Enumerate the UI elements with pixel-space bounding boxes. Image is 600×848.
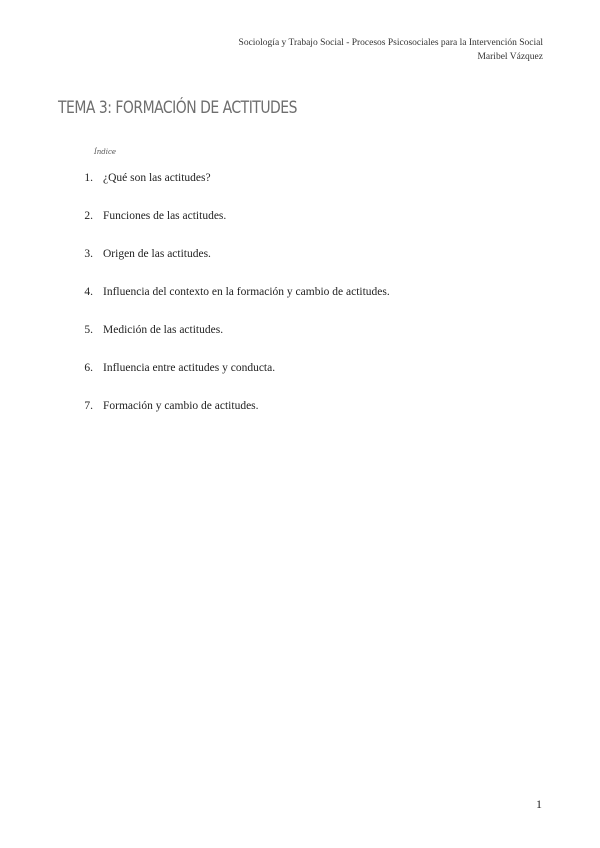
page-header: [239, 36, 543, 64]
toc-item-number: 7.: [84, 400, 93, 412]
toc-item: [72, 248, 390, 286]
toc-item-number: 6.: [84, 362, 93, 374]
table-of-contents: [72, 172, 390, 438]
toc-item-number: 2.: [84, 210, 93, 222]
toc-item: [72, 172, 390, 210]
toc-item-number: 3.: [84, 248, 93, 260]
document-title: TEMA 3: FORMACIÓN DE ACTITUDES: [58, 98, 297, 118]
toc-item-number: 1.: [84, 172, 93, 184]
toc-item: [72, 362, 390, 400]
toc-item-text: Funciones de las actitudes.: [103, 210, 227, 222]
toc-item-number: 4.: [84, 286, 93, 298]
toc-item-text: Influencia entre actitudes y conducta.: [103, 362, 276, 374]
header-author-line: Maribel Vázquez: [477, 52, 543, 62]
toc-item-text: ¿Qué son las actitudes?: [103, 172, 211, 184]
toc-item-text: Formación y cambio de actitudes.: [103, 400, 259, 412]
toc-item-text: Medición de las actitudes.: [103, 324, 224, 336]
toc-item: [72, 286, 390, 324]
toc-heading: Índice: [94, 148, 117, 156]
toc-item: [72, 324, 390, 362]
toc-item-number: 5.: [84, 324, 93, 336]
toc-item-text: Influencia del contexto en la formación y cambio de actitudes.: [103, 286, 390, 298]
toc-item: [72, 210, 390, 248]
toc-item-text: Origen de las actitudes.: [103, 248, 211, 260]
header-course-line: Sociología y Trabajo Social - Procesos Psicosociales para la Intervención Social: [238, 38, 543, 48]
toc-item: [72, 400, 390, 438]
page-number: 1: [536, 797, 542, 811]
